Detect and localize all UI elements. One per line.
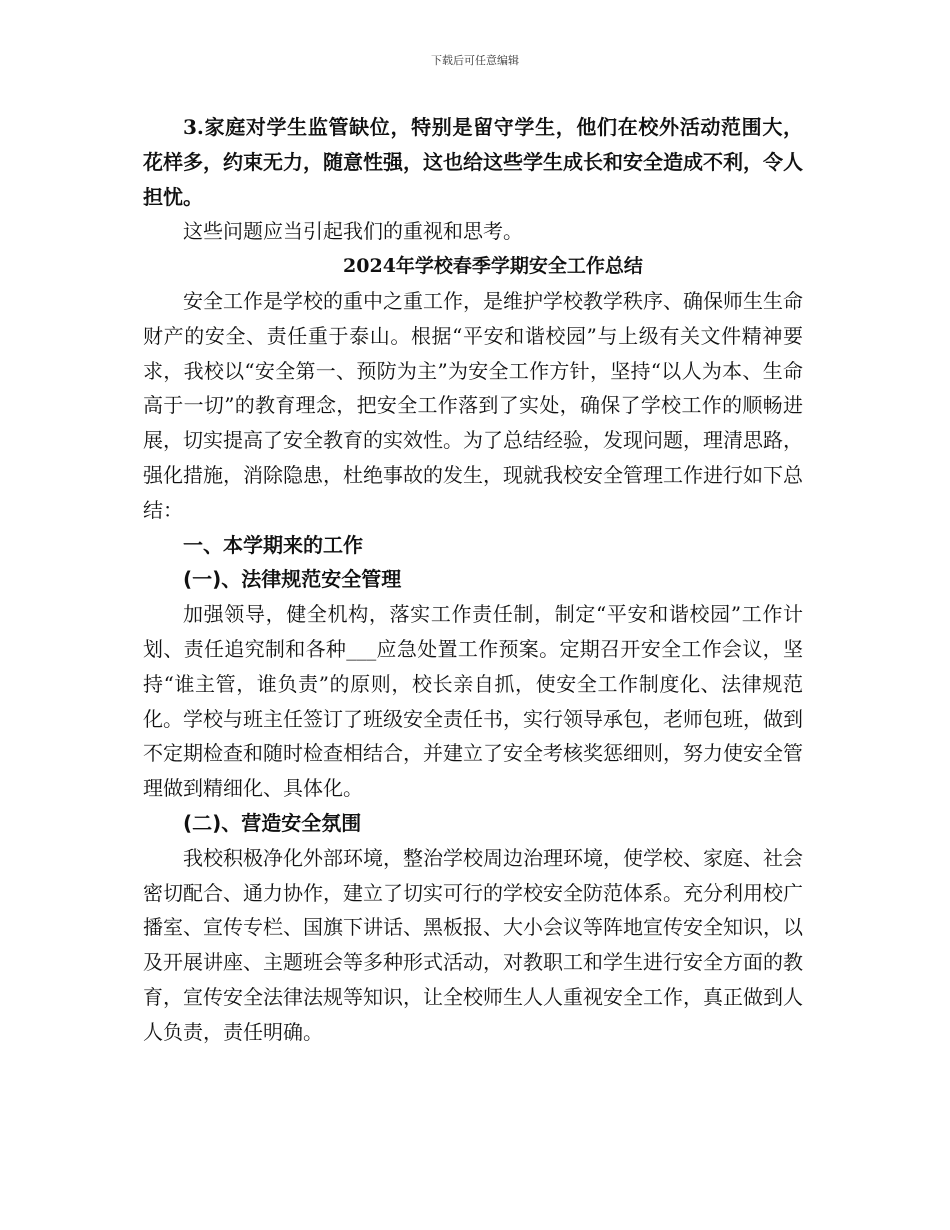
paragraph-family-supervision: 3.家庭对学生监管缺位，特别是留守学生，他们在校外活动范围大，花样多，约束无力，随意性强，这也给这些学生成长和安全造成不利，令人担忧。 (143, 115, 803, 209)
subsection-heading-atmosphere: (二)、营造安全氛围 (183, 810, 362, 835)
paragraph-introduction: 安全工作是学校的重中之重工作，是维护学校教学秩序、确保师生生命财产的安全、责任重于泰山。根据“平安和谐校园”与上级有关文件精神要求，我校以“安全第一、预防为主”为安全工作方针，坚持“以人为本、生命高于一切”的教育理念，把安全工作落到了实处，确保了学校工作的顺畅进展，切实提高了安全教育的实效性。为了总结经验，发现问题，理清思路，强化措施，消除隐患，杜绝事故的发生，现就我校安全管理工作进行如下总结： (143, 288, 803, 522)
paragraph-legal-management: 加强领导，健全机构，落实工作责任制，制定“平安和谐校园”工作计划、责任追究制和各种___应急处置工作预案。定期召开安全工作会议，坚持“谁主管，谁负责”的原则，校长亲自抓，使安全工作制度化、法律规范化。学校与班主任签订了班级安全责任书，实行领导承包，老师包班，做到不定期检查和随时检查相结合，并建立了安全考核奖惩细则，努力使安全管理做到精细化、具体化。 (143, 602, 803, 801)
paragraph-reflection: 这些问题应当引起我们的重视和思考。 (183, 219, 523, 244)
subsection-heading-legal: (一)、法律规范安全管理 (183, 567, 402, 592)
document-title: 2024年学校春季学期安全工作总结 (343, 255, 643, 278)
page-header: 下载后可任意编辑 (431, 54, 519, 67)
document-body (143, 110, 803, 1050)
paragraph-safety-atmosphere: 我校积极净化外部环境，整治学校周边治理环境，使学校、家庭、社会密切配合、通力协作，建立了切实可行的学校安全防范体系。充分利用校广播室、宣传专栏、国旗下讲话、黑板报、大小会议等阵地宣传安全知识，以及开展讲座、主题班会等多种形式活动，对教职工和学生进行安全方面的教育，宣传安全法律法规等知识，让全校师生人人重视安全工作，真正做到人人负责，责任明确。 (143, 845, 803, 1044)
section-heading-work: 一、本学期来的工作 (183, 532, 363, 557)
